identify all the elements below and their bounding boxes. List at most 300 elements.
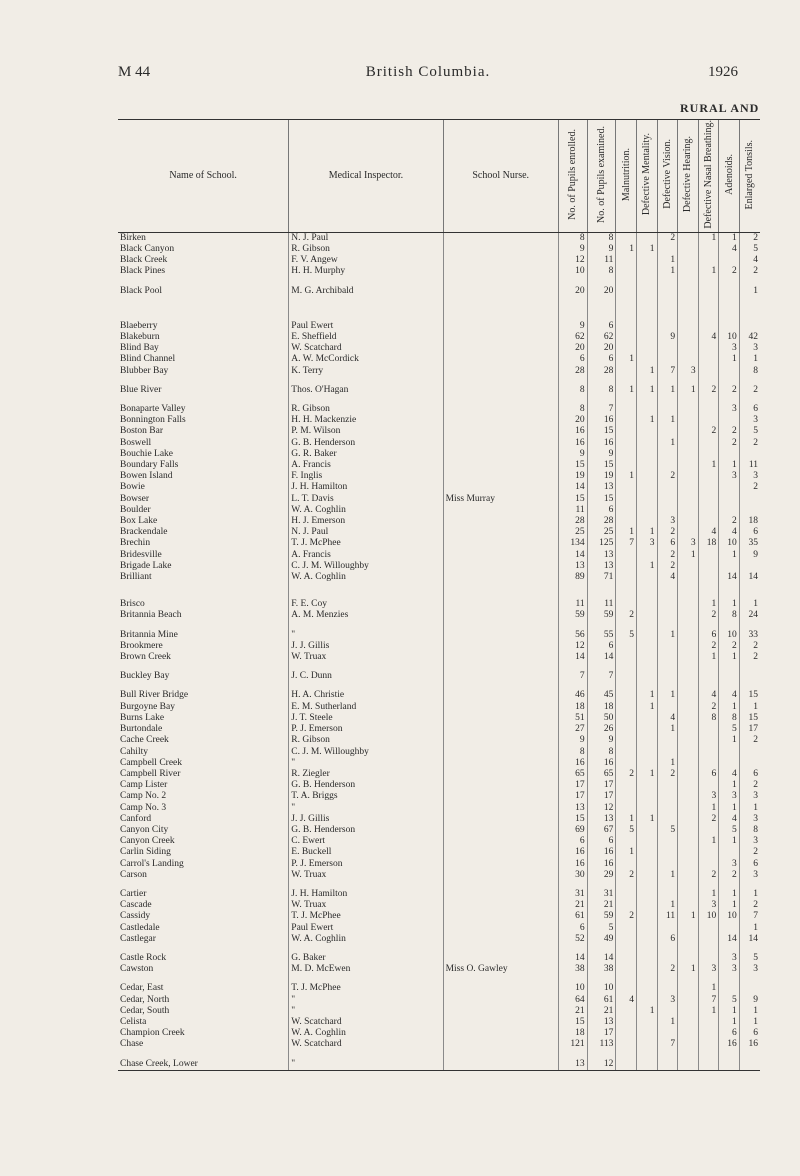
cell-enrolled: 69 bbox=[558, 825, 587, 836]
cell-nurse bbox=[443, 449, 558, 460]
cell-vision: 1 bbox=[657, 415, 678, 426]
cell-malnutrition bbox=[616, 550, 637, 561]
table-row bbox=[118, 1028, 760, 1039]
cell-mentality bbox=[636, 847, 657, 858]
cell-tonsils: 1 bbox=[739, 702, 760, 713]
cell-tonsils: 2 bbox=[739, 438, 760, 449]
cell-vision bbox=[657, 505, 678, 516]
cell-school: Champion Creek bbox=[120, 1028, 185, 1039]
cell-malnutrition: 2 bbox=[616, 870, 637, 881]
cell-enrolled: 30 bbox=[558, 870, 587, 881]
cell-malnutrition bbox=[616, 505, 637, 516]
cell-adenoids bbox=[719, 494, 740, 505]
cell-adenoids: 6 bbox=[719, 1028, 740, 1039]
cell-inspector: G. B. Henderson bbox=[289, 780, 443, 791]
cell-enrolled: 18 bbox=[558, 702, 587, 713]
cell-nurse bbox=[443, 836, 558, 847]
table-row bbox=[118, 343, 760, 354]
cell-inspector: F. V. Angew bbox=[289, 255, 443, 266]
cell-tonsils: 3 bbox=[739, 836, 760, 847]
cell-nasal: 1 bbox=[698, 803, 719, 814]
spacer-row bbox=[118, 583, 760, 591]
cell-tonsils: 7 bbox=[739, 911, 760, 922]
cell-malnutrition bbox=[616, 1039, 637, 1050]
cell-mentality bbox=[636, 505, 657, 516]
cell-hearing bbox=[678, 671, 699, 682]
cell-nasal: 1 bbox=[698, 232, 719, 244]
cell-school: Burns Lake bbox=[120, 712, 165, 723]
cell-enrolled: 6 bbox=[558, 923, 587, 934]
running-title: British Columbia. bbox=[365, 64, 491, 80]
cell-tonsils: 8 bbox=[739, 366, 760, 377]
table-row bbox=[118, 415, 760, 426]
cell-vision bbox=[657, 494, 678, 505]
cell-examined: 5 bbox=[587, 923, 616, 934]
cell-enrolled: 51 bbox=[558, 713, 587, 724]
cell-nurse bbox=[443, 561, 558, 572]
cell-tonsils: 24 bbox=[739, 610, 760, 621]
cell-examined: 11 bbox=[587, 255, 616, 266]
cell-nasal: 1 bbox=[698, 1006, 719, 1017]
spacer-row bbox=[118, 305, 760, 313]
cell-tonsils bbox=[739, 494, 760, 505]
cell-enrolled: 62 bbox=[558, 332, 587, 343]
cell-adenoids: 2 bbox=[719, 438, 740, 449]
cell-tonsils: 6 bbox=[739, 769, 760, 780]
cell-inspector: " bbox=[289, 803, 443, 814]
cell-adenoids: 1 bbox=[719, 900, 740, 911]
cell-nurse bbox=[443, 758, 558, 769]
cell-hearing bbox=[678, 780, 699, 791]
cell-inspector: Paul Ewert bbox=[289, 321, 443, 332]
cell-mentality bbox=[636, 652, 657, 663]
cell-nurse bbox=[443, 385, 558, 396]
cell-adenoids: 5 bbox=[719, 825, 740, 836]
cell-mentality bbox=[636, 923, 657, 934]
cell-enrolled: 9 bbox=[558, 449, 587, 460]
cell-nasal bbox=[698, 825, 719, 836]
cell-adenoids: 3 bbox=[719, 791, 740, 802]
cell-hearing: 1 bbox=[678, 964, 699, 975]
col-header-mentality: Defective Mentality. bbox=[636, 120, 657, 233]
cell-adenoids: 5 bbox=[719, 995, 740, 1006]
cell-adenoids: 2 bbox=[719, 641, 740, 652]
table-row bbox=[118, 847, 760, 858]
table-row bbox=[118, 803, 760, 814]
cell-vision bbox=[657, 791, 678, 802]
cell-inspector: A. Francis bbox=[289, 550, 443, 561]
cell-adenoids bbox=[719, 747, 740, 758]
cell-examined: 21 bbox=[587, 900, 616, 911]
cell-mentality: 1 bbox=[636, 527, 657, 538]
cell-nasal bbox=[698, 934, 719, 945]
cell-nasal bbox=[698, 516, 719, 527]
cell-malnutrition bbox=[616, 859, 637, 870]
cell-malnutrition bbox=[616, 923, 637, 934]
cell-malnutrition: 1 bbox=[616, 527, 637, 538]
cell-adenoids: 1 bbox=[719, 232, 740, 244]
cell-mentality bbox=[636, 255, 657, 266]
cell-enrolled: 89 bbox=[558, 572, 587, 583]
cell-inspector: Thos. O'Hagan bbox=[289, 385, 443, 396]
cell-nurse bbox=[443, 702, 558, 713]
cell-nasal bbox=[698, 735, 719, 746]
cell-nurse bbox=[443, 859, 558, 870]
cell-malnutrition bbox=[616, 516, 637, 527]
cell-examined: 31 bbox=[587, 889, 616, 900]
cell-vision bbox=[657, 652, 678, 663]
cell-nurse bbox=[443, 923, 558, 934]
cell-nasal: 2 bbox=[698, 426, 719, 437]
cell-nurse bbox=[443, 1006, 558, 1017]
cell-tonsils: 33 bbox=[739, 630, 760, 641]
table-row bbox=[118, 1059, 760, 1071]
cell-examined: 55 bbox=[587, 630, 616, 641]
cell-school: Black Creek bbox=[120, 255, 168, 266]
cell-nurse bbox=[443, 630, 558, 641]
cell-school: Bowen Island bbox=[120, 471, 173, 482]
cell-nasal bbox=[698, 572, 719, 583]
cell-inspector: E. M. Sutherland bbox=[289, 702, 443, 713]
table-body bbox=[118, 232, 760, 1070]
cell-inspector: J. J. Gillis bbox=[289, 814, 443, 825]
cell-nurse bbox=[443, 641, 558, 652]
cell-nurse bbox=[443, 1028, 558, 1039]
cell-school: Celista bbox=[120, 1016, 147, 1027]
cell-nurse bbox=[443, 516, 558, 527]
cell-enrolled: 15 bbox=[558, 1017, 587, 1028]
cell-hearing bbox=[678, 494, 699, 505]
cell-adenoids: 4 bbox=[719, 244, 740, 255]
cell-tonsils: 6 bbox=[739, 859, 760, 870]
cell-mentality bbox=[636, 266, 657, 277]
cell-enrolled: 13 bbox=[558, 803, 587, 814]
cell-nasal: 4 bbox=[698, 690, 719, 701]
cell-vision: 1 bbox=[657, 758, 678, 769]
cell-enrolled: 21 bbox=[558, 900, 587, 911]
cell-school: Chase bbox=[120, 1039, 144, 1050]
cell-nasal: 2 bbox=[698, 702, 719, 713]
cell-hearing bbox=[678, 769, 699, 780]
cell-mentality bbox=[636, 449, 657, 460]
cell-tonsils: 3 bbox=[739, 870, 760, 881]
cell-enrolled: 16 bbox=[558, 859, 587, 870]
cell-malnutrition bbox=[616, 652, 637, 663]
cell-vision bbox=[657, 836, 678, 847]
cell-enrolled: 9 bbox=[558, 244, 587, 255]
spacer-row bbox=[118, 881, 760, 889]
cell-enrolled: 13 bbox=[558, 1059, 587, 1071]
cell-nurse bbox=[443, 286, 558, 297]
cell-nasal bbox=[698, 482, 719, 493]
cell-school: Cedar, South bbox=[120, 1005, 170, 1016]
cell-hearing bbox=[678, 724, 699, 735]
cell-nurse bbox=[443, 953, 558, 964]
col-header-examined: No. of Pupils examined. bbox=[587, 120, 616, 233]
cell-malnutrition bbox=[616, 671, 637, 682]
cell-hearing bbox=[678, 983, 699, 994]
cell-school: Brechin bbox=[120, 538, 151, 549]
cell-tonsils: 3 bbox=[739, 964, 760, 975]
cell-hearing bbox=[678, 404, 699, 415]
cell-tonsils: 3 bbox=[739, 471, 760, 482]
table-row bbox=[118, 538, 760, 549]
cell-examined: 15 bbox=[587, 494, 616, 505]
cell-malnutrition: 1 bbox=[616, 244, 637, 255]
cell-inspector: T. J. McPhee bbox=[289, 911, 443, 922]
cell-school: Britannia Mine bbox=[120, 629, 178, 640]
cell-vision bbox=[657, 747, 678, 758]
cell-nasal: 2 bbox=[698, 610, 719, 621]
cell-hearing bbox=[678, 561, 699, 572]
cell-tonsils: 6 bbox=[739, 1028, 760, 1039]
cell-nasal: 1 bbox=[698, 460, 719, 471]
cell-tonsils: 5 bbox=[739, 953, 760, 964]
cell-vision: 2 bbox=[657, 561, 678, 572]
cell-vision: 4 bbox=[657, 572, 678, 583]
cell-enrolled: 13 bbox=[558, 561, 587, 572]
cell-vision: 2 bbox=[657, 471, 678, 482]
cell-examined: 6 bbox=[587, 321, 616, 332]
cell-enrolled: 20 bbox=[558, 343, 587, 354]
cell-adenoids: 1 bbox=[719, 836, 740, 847]
cell-nurse bbox=[443, 438, 558, 449]
cell-examined: 16 bbox=[587, 438, 616, 449]
cell-school: Brown Creek bbox=[120, 652, 171, 663]
cell-school: Cahilty bbox=[120, 746, 148, 757]
cell-enrolled: 16 bbox=[558, 847, 587, 858]
cell-nasal: 4 bbox=[698, 527, 719, 538]
cell-vision bbox=[657, 1006, 678, 1017]
cell-inspector: G. B. Henderson bbox=[289, 438, 443, 449]
table-row bbox=[118, 404, 760, 415]
cell-malnutrition bbox=[616, 460, 637, 471]
cell-enrolled: 16 bbox=[558, 758, 587, 769]
cell-mentality bbox=[636, 900, 657, 911]
spacer-row bbox=[118, 313, 760, 321]
cell-adenoids: 1 bbox=[719, 803, 740, 814]
cell-examined: 59 bbox=[587, 610, 616, 621]
cell-examined: 20 bbox=[587, 286, 616, 297]
cell-examined: 26 bbox=[587, 724, 616, 735]
cell-vision bbox=[657, 354, 678, 365]
cell-school: Bridesville bbox=[120, 549, 162, 560]
cell-mentality bbox=[636, 426, 657, 437]
cell-nasal bbox=[698, 747, 719, 758]
cell-examined: 13 bbox=[587, 814, 616, 825]
cell-mentality bbox=[636, 803, 657, 814]
cell-vision bbox=[657, 735, 678, 746]
cell-adenoids: 1 bbox=[719, 599, 740, 610]
cell-mentality bbox=[636, 321, 657, 332]
cell-vision: 1 bbox=[657, 438, 678, 449]
cell-malnutrition: 5 bbox=[616, 825, 637, 836]
cell-school: Camp Lister bbox=[120, 780, 168, 791]
cell-malnutrition bbox=[616, 791, 637, 802]
cell-tonsils: 15 bbox=[739, 713, 760, 724]
table-row bbox=[118, 889, 760, 900]
cell-examined: 17 bbox=[587, 1028, 616, 1039]
rural-schools-table bbox=[118, 119, 760, 1071]
cell-vision: 3 bbox=[657, 995, 678, 1006]
cell-enrolled: 38 bbox=[558, 964, 587, 975]
cell-hearing bbox=[678, 332, 699, 343]
cell-vision: 1 bbox=[657, 900, 678, 911]
cell-hearing bbox=[678, 572, 699, 583]
cell-school: Britannia Beach bbox=[120, 610, 182, 621]
cell-school: Brackendale bbox=[120, 527, 168, 538]
cell-malnutrition bbox=[616, 747, 637, 758]
table-row bbox=[118, 769, 760, 780]
cell-nurse bbox=[443, 652, 558, 663]
cell-nurse bbox=[443, 814, 558, 825]
cell-vision bbox=[657, 702, 678, 713]
cell-enrolled: 8 bbox=[558, 232, 587, 244]
cell-examined: 18 bbox=[587, 702, 616, 713]
cell-hearing bbox=[678, 702, 699, 713]
cell-vision: 1 bbox=[657, 1017, 678, 1028]
cell-mentality: 1 bbox=[636, 561, 657, 572]
cell-tonsils: 6 bbox=[739, 527, 760, 538]
cell-nasal bbox=[698, 859, 719, 870]
cell-adenoids: 3 bbox=[719, 964, 740, 975]
cell-school: Black Pool bbox=[120, 285, 162, 296]
cell-adenoids: 10 bbox=[719, 332, 740, 343]
cell-hearing bbox=[678, 321, 699, 332]
cell-school: Buckley Bay bbox=[120, 671, 170, 682]
cell-school: Cascade bbox=[120, 900, 152, 911]
cell-malnutrition bbox=[616, 1059, 637, 1071]
cell-mentality bbox=[636, 471, 657, 482]
cell-mentality bbox=[636, 889, 657, 900]
cell-mentality bbox=[636, 836, 657, 847]
table-row bbox=[118, 426, 760, 437]
cell-tonsils: 15 bbox=[739, 690, 760, 701]
cell-vision bbox=[657, 343, 678, 354]
cell-mentality bbox=[636, 953, 657, 964]
cell-malnutrition bbox=[616, 404, 637, 415]
cell-hearing bbox=[678, 354, 699, 365]
cell-enrolled: 15 bbox=[558, 460, 587, 471]
cell-hearing bbox=[678, 934, 699, 945]
cell-vision: 1 bbox=[657, 266, 678, 277]
cell-nasal bbox=[698, 255, 719, 266]
cell-enrolled: 15 bbox=[558, 814, 587, 825]
cell-adenoids bbox=[719, 449, 740, 460]
table-row bbox=[118, 516, 760, 527]
cell-inspector: N. J. Paul bbox=[289, 232, 443, 244]
cell-hearing bbox=[678, 599, 699, 610]
cell-tonsils: 14 bbox=[739, 934, 760, 945]
cell-mentality bbox=[636, 572, 657, 583]
cell-tonsils: 42 bbox=[739, 332, 760, 343]
cell-vision bbox=[657, 803, 678, 814]
cell-nasal bbox=[698, 343, 719, 354]
cell-school: Carrol's Landing bbox=[120, 858, 184, 869]
cell-nurse bbox=[443, 415, 558, 426]
cell-vision bbox=[657, 321, 678, 332]
cell-nasal: 3 bbox=[698, 964, 719, 975]
cell-nasal: 2 bbox=[698, 641, 719, 652]
cell-nasal bbox=[698, 494, 719, 505]
cell-tonsils: 9 bbox=[739, 995, 760, 1006]
cell-school: Canyon Creek bbox=[120, 836, 175, 847]
cell-school: Castle Rock bbox=[120, 952, 167, 963]
cell-adenoids: 4 bbox=[719, 769, 740, 780]
cell-examined: 16 bbox=[587, 847, 616, 858]
cell-enrolled: 11 bbox=[558, 599, 587, 610]
cell-tonsils: 18 bbox=[739, 516, 760, 527]
cell-nasal bbox=[698, 1059, 719, 1071]
cell-school: Blind Bay bbox=[120, 343, 159, 354]
cell-hearing bbox=[678, 415, 699, 426]
page-header bbox=[118, 64, 738, 84]
cell-examined: 16 bbox=[587, 415, 616, 426]
cell-mentality bbox=[636, 550, 657, 561]
cell-enrolled: 11 bbox=[558, 505, 587, 516]
cell-inspector: P. J. Emerson bbox=[289, 859, 443, 870]
cell-school: Cassidy bbox=[120, 911, 151, 922]
cell-inspector: G. B. Henderson bbox=[289, 825, 443, 836]
cell-nasal: 1 bbox=[698, 983, 719, 994]
cell-tonsils: 14 bbox=[739, 572, 760, 583]
col-header-adenoids: Adenoids. bbox=[719, 120, 740, 233]
cell-nurse bbox=[443, 354, 558, 365]
cell-school: Box Lake bbox=[120, 516, 158, 527]
col-header-inspector: Medical Inspector. bbox=[289, 120, 443, 233]
cell-mentality bbox=[636, 494, 657, 505]
cell-adenoids bbox=[719, 1059, 740, 1071]
cell-mentality bbox=[636, 343, 657, 354]
cell-adenoids: 16 bbox=[719, 1039, 740, 1050]
cell-hearing bbox=[678, 482, 699, 493]
cell-nasal bbox=[698, 404, 719, 415]
table-row bbox=[118, 814, 760, 825]
table-row bbox=[118, 859, 760, 870]
cell-examined: 15 bbox=[587, 426, 616, 437]
cell-hearing bbox=[678, 652, 699, 663]
cell-hearing bbox=[678, 244, 699, 255]
cell-examined: 10 bbox=[587, 983, 616, 994]
cell-examined: 13 bbox=[587, 1017, 616, 1028]
year: 1926 bbox=[708, 64, 738, 80]
cell-malnutrition bbox=[616, 1028, 637, 1039]
cell-nasal bbox=[698, 1028, 719, 1039]
cell-tonsils: 2 bbox=[739, 847, 760, 858]
cell-hearing bbox=[678, 1028, 699, 1039]
table-row bbox=[118, 366, 760, 377]
cell-inspector: W. Truax bbox=[289, 652, 443, 663]
cell-nurse bbox=[443, 791, 558, 802]
cell-hearing bbox=[678, 847, 699, 858]
cell-inspector: W. Scatchard bbox=[289, 1017, 443, 1028]
cell-malnutrition bbox=[616, 702, 637, 713]
cell-adenoids bbox=[719, 286, 740, 297]
cell-enrolled: 25 bbox=[558, 527, 587, 538]
cell-nurse bbox=[443, 847, 558, 858]
cell-nurse bbox=[443, 769, 558, 780]
cell-school: Bouchie Lake bbox=[120, 448, 174, 459]
table-row bbox=[118, 385, 760, 396]
cell-school: Campbell River bbox=[120, 768, 181, 779]
cell-malnutrition bbox=[616, 889, 637, 900]
cell-tonsils: 2 bbox=[739, 641, 760, 652]
cell-malnutrition: 2 bbox=[616, 911, 637, 922]
cell-nurse: Miss Murray bbox=[443, 494, 558, 505]
cell-nasal: 18 bbox=[698, 538, 719, 549]
table-row bbox=[118, 702, 760, 713]
cell-school: Bowie bbox=[120, 482, 145, 493]
